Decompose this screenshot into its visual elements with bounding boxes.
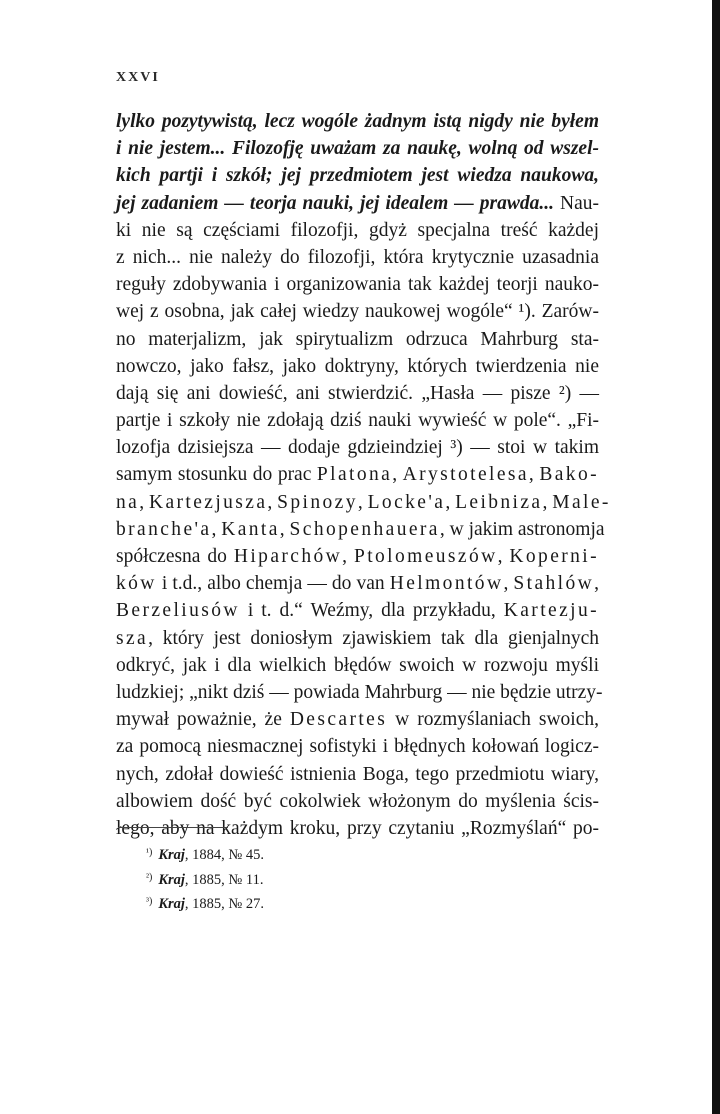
spaced-name: branche'a [116, 518, 212, 540]
footnote [146, 891, 264, 916]
italic-text: lylko pozytywistą, lecz wogóle żadnym istą nigdy nie byłem [116, 111, 599, 132]
text-line [116, 108, 599, 135]
spaced-name: Schopenhauera [289, 518, 440, 540]
text-line [116, 434, 599, 461]
text-line [116, 190, 599, 217]
text-segment: w rozmyślaniach swoich, [387, 709, 599, 731]
text-line [116, 298, 599, 325]
spaced-name: Kartezju- [503, 600, 599, 622]
text-segment: za pomocą niesmacznej sofistyki i błędnych kołowań logicz- [116, 736, 599, 758]
text-segment: Nau- [554, 192, 599, 214]
text-segment: albowiem dość być cokolwiek włożonym do myślenia ścis- [116, 790, 599, 812]
footnotes [146, 842, 264, 916]
page-number: XXVI [116, 70, 160, 85]
spaced-name: Stahlów [513, 573, 595, 595]
text-segment: , [594, 573, 599, 595]
text-line [116, 733, 599, 760]
text-segment: , [542, 491, 553, 513]
text-segment: spółczesna do [116, 546, 234, 567]
text-line [116, 353, 599, 380]
text-line [116, 761, 599, 788]
footnote-marker: ¹) [146, 847, 153, 858]
spaced-name: Leibniza [455, 491, 543, 513]
text-segment: , [528, 464, 540, 486]
footnote-marker: ³) [146, 896, 153, 907]
spaced-name: na [116, 491, 140, 513]
italic-text: jej zadaniem — teorja nauki, jej idealem — prawda... [116, 192, 555, 214]
text-line [116, 489, 611, 516]
text-segment: , [139, 491, 149, 513]
text-line [116, 516, 605, 543]
text-line [116, 706, 599, 733]
footnote-source: Kraj [158, 871, 185, 888]
text-line [116, 380, 599, 407]
text-segment: lozofja dzisiejsza — dodaje gdzieindziej ³) — stoi w takim [116, 437, 599, 459]
spaced-name: Kanta [221, 518, 280, 540]
text-line [116, 543, 599, 570]
text-segment: , [357, 491, 368, 513]
page-edge-shadow [712, 0, 720, 1114]
footnote-citation: , 1885, № 27. [184, 896, 265, 912]
text-segment: , [211, 518, 222, 540]
text-segment: ki nie są częściami filozofji, gdyż specjalna treść każdej [116, 219, 599, 241]
text-line [116, 570, 599, 597]
spaced-name: Arystotelesa [402, 464, 529, 486]
text-segment: z nich... nie należy do filozofji, która krytycznie uzasadnia [116, 246, 599, 268]
footnote-citation: , 1885, № 11. [184, 871, 264, 888]
text-segment: , [279, 518, 290, 540]
footnote [146, 842, 264, 867]
footnote-citation: , 1884, № 45. [184, 847, 265, 863]
text-segment: wej z osobna, jak całej wiedzy naukowej wogóle“ ¹). Zarów- [116, 301, 599, 323]
text-line [116, 652, 599, 679]
spaced-name: Spinozy [277, 491, 358, 513]
text-segment: partje i szkoły nie zdołają dziś nauki wywieść w pole“. „Fi- [116, 410, 599, 432]
text-segment: nych, zdołał dowieść istnienia Boga, tego przedmiotu wiary, [116, 763, 599, 785]
text-segment: , który jest doniosłym zjawiskiem tak dla gienjalnych [148, 627, 599, 649]
text-line [116, 625, 599, 652]
text-line [116, 815, 599, 842]
text-segment: reguły zdobywania i organizowania tak każdej teorji nauko- [116, 274, 599, 296]
text-segment: łego, aby na każdym kroku, przy czytaniu „Rozmyślań“ po- [116, 817, 599, 839]
text-segment: ludzkiej; „nikt dziś — powiada Mahrburg — nie będzie utrzy- [116, 681, 603, 703]
text-segment: odkryć, jak i dla wielkich błędów swoich w rozwoju myśli [116, 654, 599, 676]
italic-text: i nie jestem... Filozofję uważam za naukę, wolną od wszel- [116, 138, 599, 160]
spaced-name: Descartes [289, 709, 388, 731]
text-line [116, 407, 599, 434]
text-segment: , w jakim astronomja [439, 518, 605, 540]
footnote-separator [118, 827, 228, 828]
text-line [116, 326, 599, 353]
spaced-name: Kartezjusza [148, 491, 268, 513]
spaced-name: Koperni- [509, 546, 600, 567]
spaced-name: Hiparchów [233, 546, 343, 567]
spaced-name: sza [116, 627, 149, 649]
spaced-name: Bako- [539, 464, 599, 486]
text-segment: nowczo, jako fałsz, jako doktryny, których twierdzenia nie [116, 355, 599, 377]
text-segment: i t. d.“ Weźmy, dla przykładu, [239, 600, 504, 622]
text-segment: , [342, 546, 354, 567]
text-line [116, 679, 603, 706]
text-segment: , [267, 491, 278, 513]
text-segment: , [392, 464, 403, 486]
text-line [116, 461, 599, 488]
spaced-name: Male- [552, 491, 611, 513]
text-segment: , [503, 573, 514, 595]
text-segment: , [445, 491, 456, 513]
text-segment: samym stosunku do prac [116, 464, 317, 486]
spaced-name: Berzeliusów [116, 600, 240, 622]
italic-text: kich partji i szkół; jej przedmiotem jest wiedza naukowa, [116, 165, 599, 187]
spaced-name: Platona [316, 464, 393, 486]
text-segment: no materjalizm, jak spirytualizm odrzuca Mahrburg sta- [116, 328, 599, 350]
spaced-name: ków [116, 573, 157, 595]
text-segment: , [497, 546, 510, 567]
body-text [116, 108, 611, 842]
text-line [116, 217, 599, 244]
text-line [116, 788, 599, 815]
footnote-source: Kraj [158, 847, 185, 863]
text-line [116, 271, 599, 298]
text-line [116, 244, 599, 271]
text-segment: i t.d., albo chemja — do van [156, 573, 390, 595]
spaced-name: Helmontów [389, 573, 504, 595]
spaced-name: Locke'a [367, 491, 446, 513]
text-line [116, 135, 599, 162]
text-line [116, 597, 599, 624]
text-segment: mywał poważnie, że [116, 709, 290, 731]
footnote-marker: ²) [146, 871, 153, 883]
spaced-name: Ptolomeuszów [353, 546, 498, 567]
text-line [116, 162, 599, 189]
footnote [146, 867, 264, 892]
text-segment: dają się ani dowieść, ani stwierdzić. „Hasła — pisze ²) — [116, 382, 599, 404]
footnote-source: Kraj [158, 896, 185, 912]
